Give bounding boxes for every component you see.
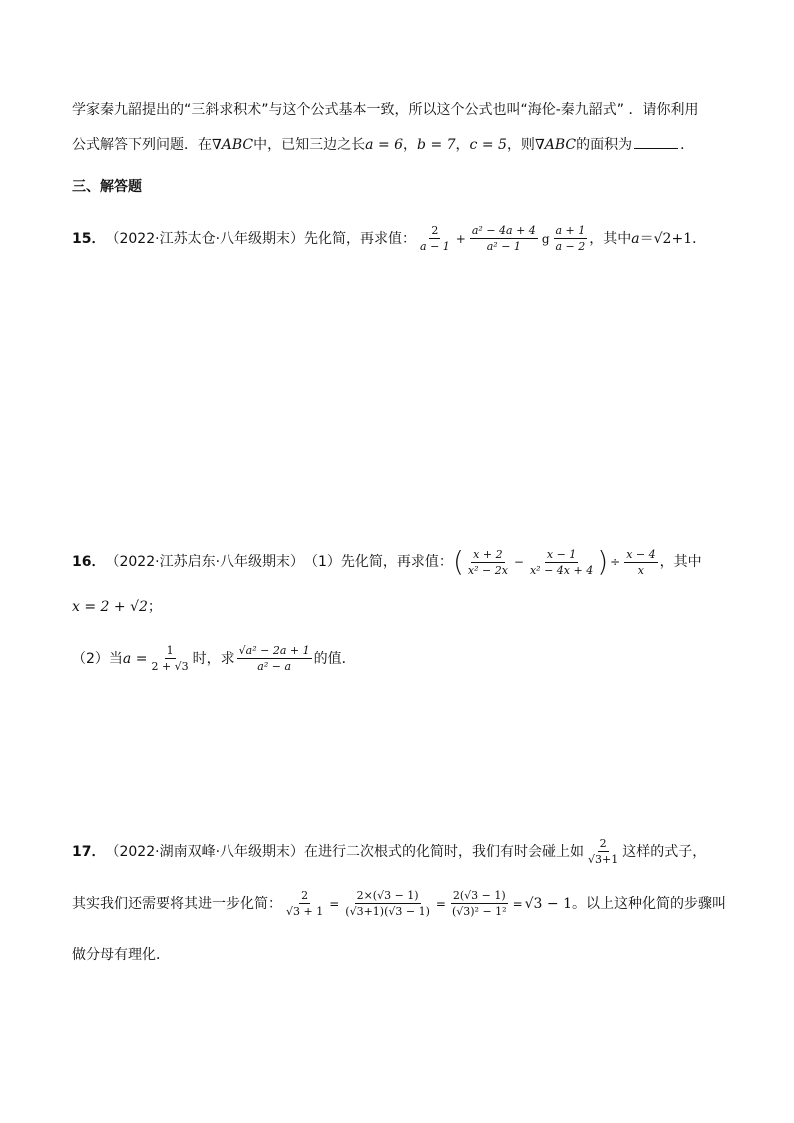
q17-line-3: 做分母有理化． [72,947,170,963]
question-15: 15． （2022·江苏太仓·八年级期末） 先化简，再求值： $\frac{2}{a - 1}$ + $\frac{\text{a² − 4a + 4}}{\text{a² − 1}}$ g $\frac{a + 1}{a - 2}$ ，其中 a ＝ √2 +1． [72,224,707,253]
q16-part2-fraction-2: $\frac{\text{√a² − 2a + 1}}{\text{a² − a}}$ [238,644,310,673]
q16-fraction-1: $\frac{x + 2}{\text{x² − 2x}}$ [467,547,508,577]
question-17: 17． （2022·湖南双峰·八年级期末） 在进行二次根式的化简时，我们有时会碰上如 $\frac{2}{√3+1}$ 这样的式子， [72,837,707,866]
q15-fraction-1: $\frac{2}{a - 1}$ [420,224,450,253]
q17-step-1: $\frac{2}{√3 + 1}$ [286,889,324,918]
question-16: 16． （2022·江苏启东·八年级期末） （1）先化简，再求值： ( $\frac{x + 2}{\text{x² − 2x}}$ − $\frac{x - 1}{\text{x² − 4x + 4}}$ ) ÷ $\frac{x - 4}{x}$ ，其中 [72,545,702,578]
q17-example-fraction: $\frac{2}{√3+1}$ [588,837,619,866]
q16-part-2: （2）当 a = $\frac{1}{2 + √3}$ 时，求 $\frac{\text{√a² − 2a + 1}}{\text{a² − a}}$ 的值． [72,644,356,673]
q16-source: （2022·江苏启东·八年级期末） [105,554,305,570]
intro-line-2: 公式解答下列问题．在∇ABC中，已知三边之长a = 6，b = 7，c = 5，则∇ABC的面积为 ． [72,137,695,153]
q17-derivation: 其实我们还需要将其进一步化简： $\frac{2}{√3 + 1}$ = $\frac{2\times(√3 - 1)}{(√3+1)(√3 - 1)}$ = $\frac{2(√3 - 1)}{\text{(√3)² − 1²}}$ = √3 − 1 。以上这种化简的步骤叫 [72,889,727,918]
q17-step-3: $\frac{2(√3 - 1)}{\text{(√3)² − 1²}}$ [451,889,507,918]
q16-x-value: x = 2 + √2； [72,599,162,615]
answer-blank[interactable] [634,136,678,149]
q16-part2-fraction-1: $\frac{1}{2 + √3}$ [151,644,189,673]
q15-source: （2022·江苏太仓·八年级期末） [105,230,305,247]
q16-fraction-3: $\frac{x - 4}{x}$ [626,547,656,577]
q16-fraction-2: $\frac{x - 1}{\text{x² − 4x + 4}}$ [529,547,594,577]
q15-fraction-3: $\frac{a + 1}{a - 2}$ [555,224,586,253]
q15-fraction-2: $\frac{\text{a² − 4a + 4}}{\text{a² − 1}}$ [471,224,536,253]
q17-step-2: $\frac{2\times(√3 - 1)}{(√3+1)(√3 - 1)}$ [345,889,430,918]
section-title: 三、解答题 [72,179,142,195]
q17-source: （2022·湖南双峰·八年级期末） [105,843,305,860]
intro-line-1: 学家秦九韶提出的“三斜求积术”与这个公式基本一致，所以这个公式也叫“海伦-秦九韶式” ．请你利用 [72,102,699,118]
